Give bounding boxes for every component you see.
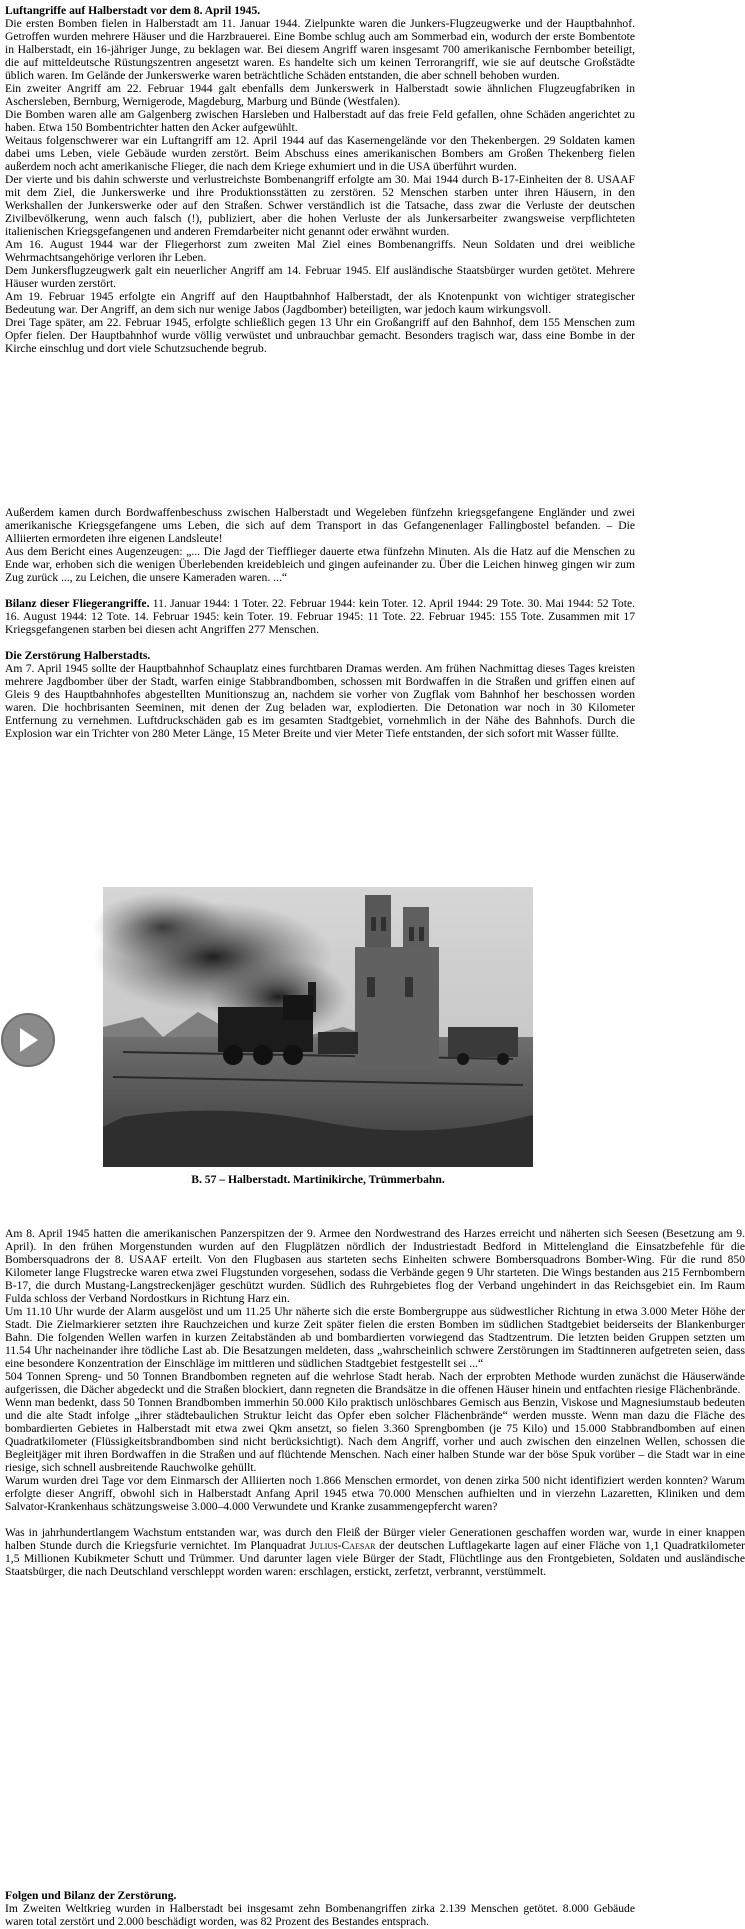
paragraph: 504 Tonnen Spreng- und 50 Tonnen Brandbomben regneten auf die wehrlose Stadt herab. Nach der erprobten Methode wurden zunächst die Häuserwände aufgerissen, die Dächer abgedeckt und die Straßen blockiert, dann regneten die Brandsätze in die offenen Häuser hinein und entfachten riesige Flächenbrände.: [5, 1370, 745, 1396]
section-heading-destruction: Die Zerstörung Halberstadts.: [5, 649, 151, 662]
paragraph: Wenn man bedenkt, dass 50 Tonnen Brandbomben immerhin 50.000 Kilo praktisch unlöschbares Gemisch aus Benzin, Viskose und Magnesiumstaub bedeuten und die alte Stadt infolge „ihrer städtebaulichen Struktur leicht das Opfer eben solcher Flächenbrände“ werden musste. Wenn man dazu die Fläche des bombardierten Gebietes in Halberstadt mit etwa zwei Qkm ansetzt, so fielen 3.360 Sprengbomben (je 75 Kilo) und 15.000 Stabbrandbomben auf einen Quadratkilometer (Flüssigkeitsbrandbomben sind nicht berücksichtigt). Nach dem Angriff, vorher und auch zwischen den einzelnen Wellen, schossen die Begleitjäger mit ihren Bordwaffen in die Straßen und auf flüchtende Menschen. Nach einer halben Stunde war der böse Spuk vorüber – die Stadt war in eine riesige, sich schnell ausbreitende Rauchwolke gehüllt.: [5, 1396, 745, 1474]
planquadrat-name: Julius-Caesar: [309, 1539, 376, 1552]
balance-label: Bilanz dieser Fliegerangriffe.: [5, 597, 150, 610]
figure-caption: B. 57 – Halberstadt. Martinikirche, Trümmerbahn.: [191, 1173, 445, 1186]
section-heading-consequences: Folgen und Bilanz der Zerstörung.: [5, 1889, 177, 1902]
paragraph: Am 8. April 1945 hatten die amerikanischen Panzerspitzen der 9. Armee den Nordwestrand des Harzes erreicht und näherten sich Seesen (Besetzung am 9. April). In den frühen Morgenstunden wurden auf den Flugplätzen nördlich der Industriestadt Bedford in Mittelengland die Einsatzbefehle für die Bombersquadrons der 8. USAAF erteilt. Von den Flugbasen aus starteten sechs Einheiten schwere Bombersquadrons Bomber-Wing. Für die rund 850 Kilometer lange Flugstrecke waren etwa zwei Flugstunden vorgesehen, sodass die Verbände gegen 9 Uhr starteten. Die Wings bestanden aus 215 Fernbombern B-17, die durch Mustang-Langstreckenjäger geschützt wurden. Südlich des Ruhrgebietes flog der Verband ungehindert in das Reichsgebiet ein. Im Raum Fulda schloss der Verband Nordostkurs in Richtung Harz ein.: [5, 1227, 745, 1305]
paragraph: Im Zweiten Weltkrieg wurden in Halberstadt bei insgesamt zehn Bombenangriffen zirka 2.139 Menschen getötet. 8.000 Gebäude waren total zerstört und 2.000 beschädigt worden, was 82 Prozent des Bestandes entsprach.: [5, 1902, 635, 1928]
balance-text: 11. Januar 1944: 1 Toter. 22. Februar 1944: kein Toter. 12. April 1944: 29 Tote. 30. Mai 1944: 52 Tote. 16. August 1944: 12 Tote. 14. Februar 1945: kein Toter. 19. Februar 1945: 11 Tote. 22. Februar 1945: 155 Tote. Zusammen mit 17 Kriegsgefangenen starben bei diesen acht Angriffen 277 Menschen.: [5, 597, 635, 636]
section-air-raids-before-april-1945: [5, 4, 635, 355]
balance-paragraph: [5, 597, 635, 636]
paragraph: Am 7. April 1945 sollte der Hauptbahnhof Schauplatz eines furchtbaren Dramas werden. Am frühen Nachmittag dieses Tages kreisten mehrere Jagdbomber über der Stadt, warfen einige Stabbrandbomben, schossen mit Bordwaffen in die Straßen und griffen einen auf Gleis 9 des Hauptbahnhofes abgestellten Munitionszug an, nachdem sie vorher von Zugflak vom Bahnhof her beschossen worden waren. Die hochbrisanten Seeminen, mit denen der Zug beladen war, explodierten. Die Detonation war noch in 30 Kilometer Entfernung zu vernehmen. Luftdruckschäden gab es im gesamten Stadtgebiet, vornehmlich in der Nähe des Bahnhofs. Durch die Explosion war ein Trichter von 280 Meter Länge, 15 Meter Breite und vier Meter Tiefe entstanden, der sich sofort mit Wasser füllte.: [5, 662, 635, 740]
paragraph: Außerdem kamen durch Bordwaffenbeschuss zwischen Halberstadt und Wegeleben fünfzehn kriegsgefangene Engländer und zwei amerikanische Kriegsgefangene ums Leben, die sich auf dem Transport in das Gefangenenlager Fallingbostel befanden. – Die Alliierten ermordeten ihre eigenen Landsleute!: [5, 506, 635, 545]
closing-text-end: der deutschen Luftlagekarte lagen auf einer Fläche von 1,1 Quadratkilometer 1,5 Millionen Kubikmeter Schutt und Trümmer. Und darunter lagen viele Bürger der Stadt, Flüchtlinge aus den Frontgebieten, Soldaten und ausländische Staatsbürger, die nach Deutschland verschleppt worden waren: erschlagen, erstickt, zerfetzt, verbrannt, verstümmelt.: [5, 1539, 745, 1578]
paragraph: Um 11.10 Uhr wurde der Alarm ausgelöst und um 11.25 Uhr näherte sich die erste Bombergruppe aus südwestlicher Richtung in etwa 3.000 Meter Höhe der Stadt. Die Zielmarkierer setzten ihre Rauchzeichen und kurze Zeit später fielen die ersten Bomben im südlichen Stadtgebiet beiderseits der Blankenburger Bahn. Die folgenden Wellen warfen in kurzen Zeitabständen ab und bombardierten vorwiegend das Stadtzentrum. Die letzten beiden Gruppen setzten um 11.54 Uhr nacheinander ihre tödliche Last ab. Die Besatzungen meldeten, dass „wahrscheinlich schwere Zerstörungen im Stadtinneren aufgetreten seien, dass eine besondere Konzentration der Einschläge im mittleren und südlichen Stadtgebiet festgestellt sei ...“: [5, 1305, 745, 1370]
closing-text-start: Was in jahrhundertlangem Wachstum entstanden war, was durch den Fleiß der Bürger vieler Generationen geschaffen worden war, wurde in einer knappen halben Stunde durch die Kriegsfurie vernichtet. Im Planquadrat: [5, 1526, 745, 1552]
paragraph: Die Bomben waren alle am Galgenberg zwischen Harsleben und Halberstadt auf das freie Feld gefallen, ohne Schäden angerichtet zu haben. Etwa 150 Bombentrichter hatten den Acker aufgewühlt.: [5, 108, 635, 134]
paragraph: Der vierte und bis dahin schwerste und verlustreichste Bombenangriff erfolgte am 30. Mai 1944 durch B-17-Einheiten der 8. USAAF mit dem Ziel, die Junkerswerke und ihre Produktionsstätten zu zerstören. 52 Menschen starben unter ihren Häusern, in den Werkshallen der Junkerswerke oder auf den Straßen. Schwer verständlich ist die Tatsache, dass zwar die Verluste der deutschen Zivilbevölkerung, wenn auch falsch (!), publiziert, aber die hohen Verluste der als Junkersarbeiter zwangsweise verpflichteten italienischen Kriegsgefangenen und anderen Fremdarbeiter nicht genannt oder erwähnt wurden.: [5, 173, 635, 238]
paragraph: Am 19. Februar 1945 erfolgte ein Angriff auf den Hauptbahnhof Halberstadt, der als Knotenpunkt von wichtiger strategischer Bedeutung war. Der Angriff, an dem sich nur wenige Jabos (Jagdbomber) beteiligten, war jedoch kaum wirkungsvoll.: [5, 290, 635, 316]
section-eyewitness-and-balance: [5, 506, 635, 740]
section-consequences: [5, 1889, 635, 1928]
paragraph: Die ersten Bomben fielen in Halberstadt am 11. Januar 1944. Zielpunkte waren die Junkers-Flugzeugwerke und der Hauptbahnhof. Getroffen wurden mehrere Häuser und die Harzbrauerei. Eine Bombe schlug auch am Sommerbad ein, wodurch der erste Bombentote in Halberstadt, ein 16-jähriger Junge, zu beklagen war. Bei diesem Angriff waren insgesamt 700 amerikanische Fernbomber beteiligt, die auf mitteldeutsche Rüstungszentren angesetzt waren. Es handelte sich um keinen Terrorangriff, wie sie auf deutsche Großstädte üblich waren. Im Gelände der Junkerswerke waren beträchtliche Schäden entstanden, die aber schnell behoben wurden.: [5, 17, 635, 82]
paragraph: Weitaus folgenschwerer war ein Luftangriff am 12. April 1944 auf das Kasernengelände vor den Thekenbergen. 29 Soldaten kamen dabei ums Leben, viele Gebäude wurden zerstört. Beim Abschuss eines amerikanischen Bombers am Großen Thekenberg fielen außerdem noch acht amerikanische Flieger, die nach dem Kriege exhumiert und in die USA überführt wurden.: [5, 134, 635, 173]
section-april-8-1945: [5, 1227, 745, 1578]
paragraph: Drei Tage später, am 22. Februar 1945, erfolgte schließlich gegen 13 Uhr ein Großangriff auf den Bahnhof, dem 155 Menschen zum Opfer fielen. Der Hauptbahnhof wurde völlig verwüstet und unbrauchbar gemacht. Besonders tragisch war, dass eine Bombe in der Kirche einschlug und dort viele Schutzsuchende begrub.: [5, 316, 635, 355]
paragraph: Warum wurden drei Tage vor dem Einmarsch der Alliierten noch 1.866 Menschen ermordet, von denen zirka 500 nicht identifiziert werden konnten? Warum erfolgte dieser Angriff, obwohl sich in Halberstadt Anfang April 1945 etwa 70.000 Menschen aufhielten und in vierzehn Lazaretten, Kliniken und dem Salvator-Krankenhaus schätzungsweise 3.000–4.000 Verwundete und Kranke zusammengepfercht waren?: [5, 1474, 745, 1513]
paragraph: Dem Junkersflugzeugwerk galt ein neuerlicher Angriff am 14. Februar 1945. Elf ausländische Staatsbürger wurden getötet. Mehrere Häuser wurden zerstört.: [5, 264, 635, 290]
photo-martinikirche-truemmerbahn: [103, 887, 533, 1167]
arrow-right-icon[interactable]: [0, 1012, 56, 1068]
paragraph: Aus dem Bericht eines Augenzeugen: „... Die Jagd der Tiefflieger dauerte etwa fünfzehn Minuten. Als die Hatz auf die Menschen zu Ende war, erhoben sich die wenigen Überlebenden kreidebleich und gingen aufeinander zu. Über die Leichen hinweg gingen wir zum Zug zurück ..., zu Leichen, die unsere Kameraden waren. ...“: [5, 545, 635, 584]
section-heading-air-raids: Luftangriffe auf Halberstadt vor dem 8. April 1945.: [5, 4, 261, 17]
paragraph: Am 16. August 1944 war der Fliegerhorst zum zweiten Mal Ziel eines Bombenangriffs. Neun Soldaten und drei weibliche Wehrmachtsangehörige verloren ihr Leben.: [5, 238, 635, 264]
paragraph: Ein zweiter Angriff am 22. Februar 1944 galt ebenfalls dem Junkerswerk in Halberstadt sowie ähnlichen Flugzeugfabriken in Aschersleben, Bernburg, Wernigerode, Magdeburg, Marburg und Bünde (Westfalen).: [5, 82, 635, 108]
closing-paragraph: [5, 1526, 745, 1578]
